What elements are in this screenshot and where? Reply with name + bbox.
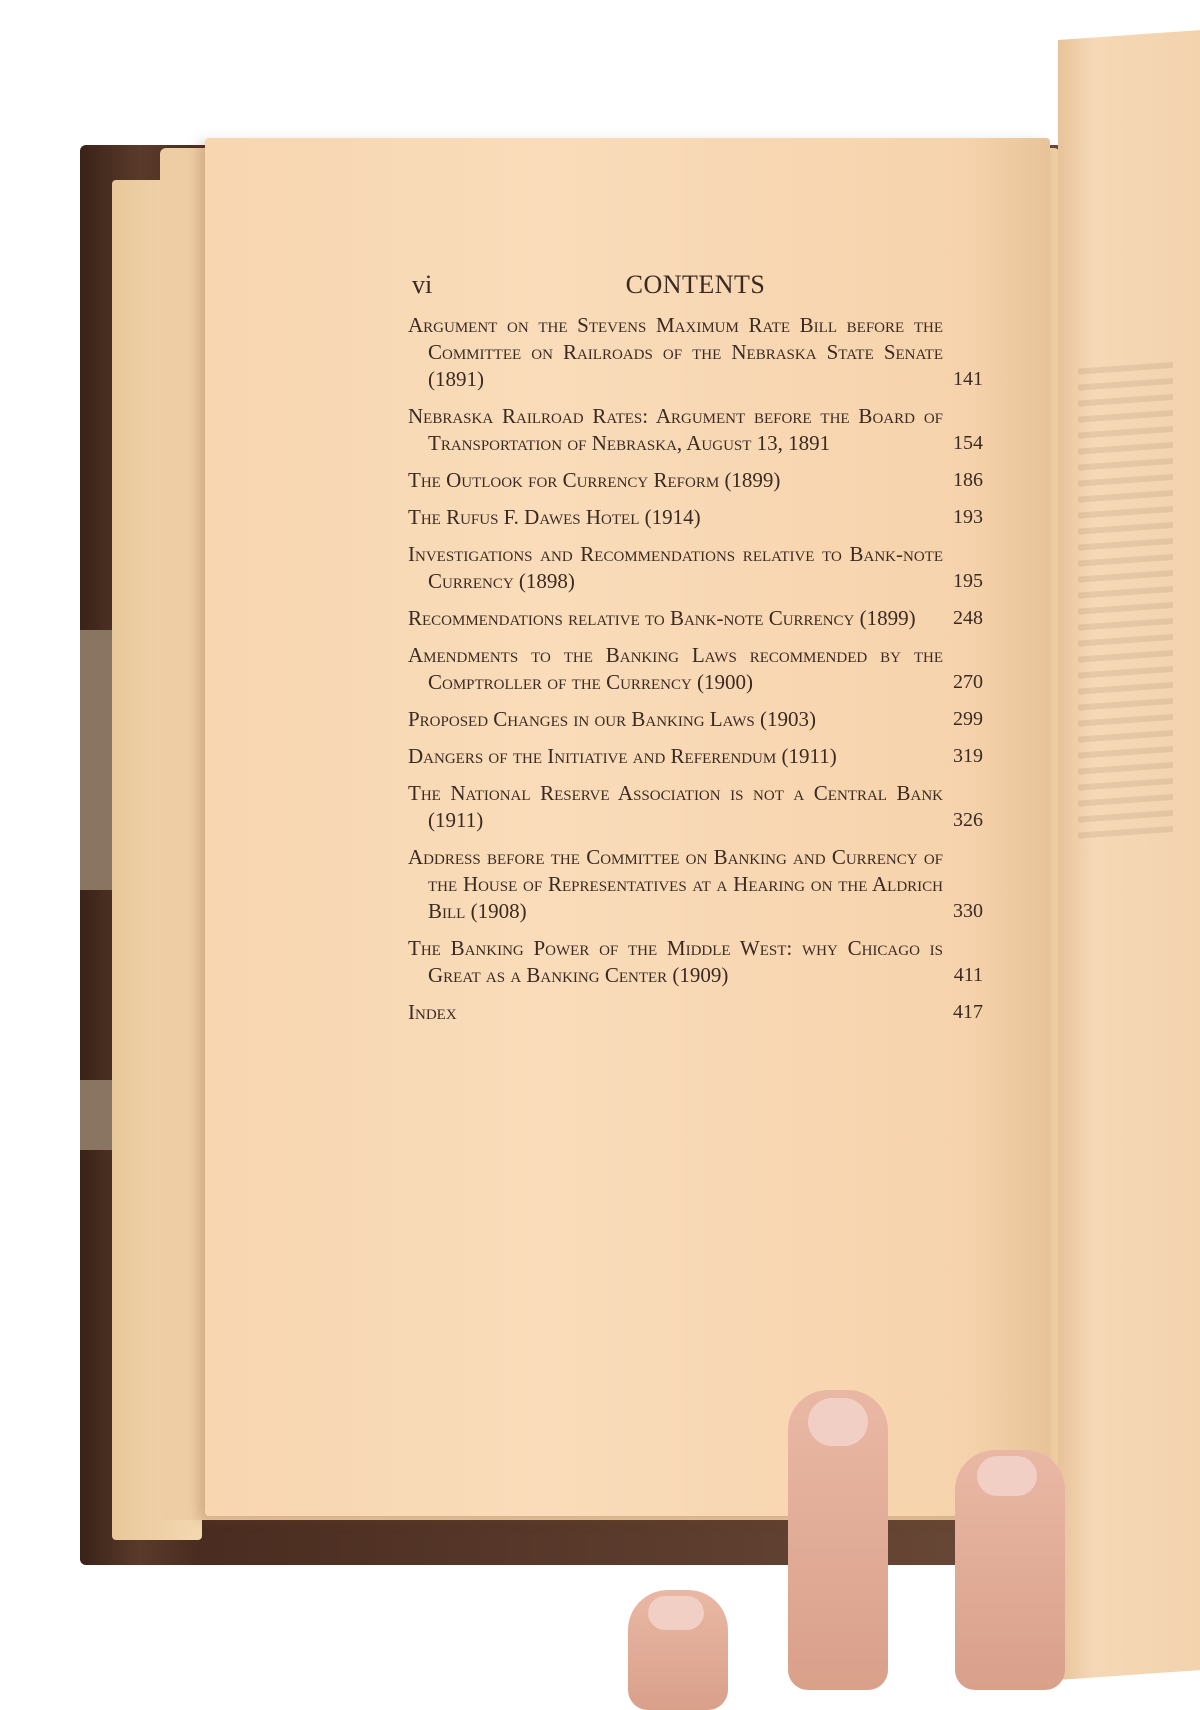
contents-entry xyxy=(408,743,983,770)
entry-title: Argument on the Stevens Maximum Rate Bill before the Committee on Railroads of the Nebraska State Senate (1891) xyxy=(408,313,943,391)
faint-text xyxy=(1078,362,1173,849)
entry-title: Dangers of the Initiative and Referendum (1911) xyxy=(408,744,837,768)
contents-entry xyxy=(408,605,983,632)
finger xyxy=(788,1390,888,1690)
finger xyxy=(628,1590,728,1710)
entry-title: The Rufus F. Dawes Hotel (1914) xyxy=(408,505,701,529)
entry-title: Proposed Changes in our Banking Laws (1903) xyxy=(408,707,816,731)
entry-page-number: 417 xyxy=(953,1001,983,1023)
table-of-contents xyxy=(408,262,983,1026)
contents-entry xyxy=(408,780,983,834)
contents-entry xyxy=(408,642,983,696)
entry-page-number: 141 xyxy=(953,368,983,390)
entry-title: Investigations and Recommendations relative to Bank-note Currency (1898) xyxy=(408,542,943,593)
entries-list xyxy=(408,312,983,1026)
page-folio: vi xyxy=(412,270,433,299)
entry-page-number: 193 xyxy=(953,506,983,528)
finger xyxy=(955,1450,1065,1690)
contents-heading: CONTENTS xyxy=(625,270,766,299)
entry-page-number: 330 xyxy=(953,900,983,922)
entry-page-number: 154 xyxy=(953,432,983,454)
page-header xyxy=(408,262,983,302)
contents-entry xyxy=(408,467,983,494)
entry-title: Index xyxy=(408,1000,457,1024)
entry-title: Address before the Committee on Banking and Currency of the House of Representatives at a Hearing on the Aldrich Bill (1908) xyxy=(408,845,943,923)
entry-title: The Outlook for Currency Reform (1899) xyxy=(408,468,781,492)
contents-entry xyxy=(408,706,983,733)
facing-page xyxy=(1058,30,1200,1680)
entry-page-number: 326 xyxy=(953,809,983,831)
entry-title: The Banking Power of the Middle West: why Chicago is Great as a Banking Center (1909) xyxy=(408,936,943,987)
entry-page-number: 319 xyxy=(953,745,983,767)
contents-entry xyxy=(408,844,983,925)
entry-title: Amendments to the Banking Laws recommended by the Comptroller of the Currency (1900) xyxy=(408,643,943,694)
contents-entry xyxy=(408,403,983,457)
entry-title: Recommendations relative to Bank-note Currency (1899) xyxy=(408,606,916,630)
contents-entry xyxy=(408,504,983,531)
contents-entry xyxy=(408,935,983,989)
entry-page-number: 299 xyxy=(953,708,983,730)
contents-entry xyxy=(408,999,983,1026)
entry-page-number: 411 xyxy=(953,964,983,986)
entry-page-number: 195 xyxy=(953,570,983,592)
contents-entry xyxy=(408,312,983,393)
entry-page-number: 186 xyxy=(953,469,983,491)
entry-title: The National Reserve Association is not a Central Bank (1911) xyxy=(408,781,943,832)
entry-page-number: 270 xyxy=(953,671,983,693)
contents-entry xyxy=(408,541,983,595)
entry-title: Nebraska Railroad Rates: Argument before the Board of Transportation of Nebraska, August 13, 1891 xyxy=(408,404,943,455)
entry-page-number: 248 xyxy=(953,607,983,629)
